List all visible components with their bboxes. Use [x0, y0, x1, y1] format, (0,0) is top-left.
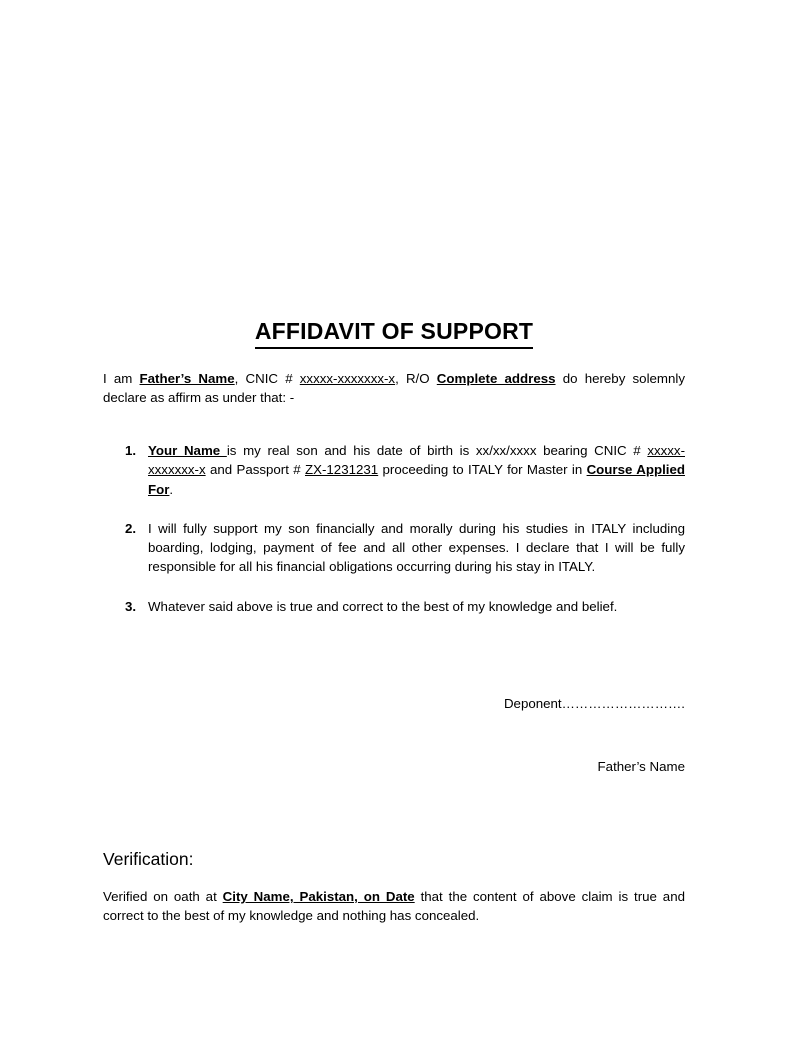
verification-place-date-placeholder: City Name, Pakistan, on Date — [222, 889, 415, 904]
claim3-text: Whatever said above is true and correct to the best of my knowledge and belief. — [148, 598, 618, 614]
page-title — [103, 318, 685, 349]
claim1-passport-placeholder: ZX-1231231 — [304, 462, 379, 478]
intro-address-placeholder: Complete address — [436, 370, 556, 386]
verification-paragraph — [103, 887, 685, 926]
verification-text-2: that the content of above claim is true and correct to the best of my knowledge and nothing has concealed. — [103, 889, 685, 924]
page-title-text: AFFIDAVIT OF SUPPORT — [255, 318, 533, 349]
intro-text-4: do hereby solemnly declare as affirm as under that: - — [103, 370, 685, 405]
claim1-text-4: . — [169, 481, 174, 497]
deponent-label: Deponent — [503, 695, 562, 711]
claim1-course-placeholder: Course Applied For — [148, 462, 685, 497]
deponent-line — [103, 694, 685, 713]
claim1-text-3: proceeding to ITALY for Master in — [378, 462, 587, 478]
verification-heading: Verification: — [103, 849, 194, 870]
list-item — [125, 441, 685, 499]
list-item — [125, 597, 685, 616]
claim2-text: I will fully support my son financially and morally during his studies in ITALY including boarding, lodging, payment of fee and all other expenses. I declare that I will be fully responsible for all his financial obligations occurring during his stay in ITALY. — [148, 520, 685, 575]
intro-text-3: , R/O — [395, 370, 437, 386]
deponent-dotted-line: ………………………. — [561, 695, 685, 711]
document-body — [103, 318, 685, 939]
claim1-your-name: Your Name — [148, 443, 227, 459]
intro-father-name: Father’s Name — [139, 370, 235, 386]
list-item — [125, 519, 685, 577]
intro-text-1: I am — [103, 370, 140, 386]
claim1-text-1: is my real son and his date of birth is xx/xx/xxxx bearing CNIC # — [226, 443, 648, 459]
verification-text-1: Verified on oath at — [103, 889, 223, 904]
claim1-text-2: and Passport # — [205, 462, 305, 478]
claim1-cnic-placeholder: xxxxx-xxxxxxx-x — [148, 443, 685, 478]
intro-cnic-placeholder: xxxxx-xxxxxxx-x — [299, 370, 396, 386]
intro-text-2: , CNIC # — [234, 370, 300, 386]
signer-name: Father’s Name — [597, 759, 685, 775]
intro-paragraph — [103, 369, 685, 408]
claims-list — [103, 441, 685, 616]
